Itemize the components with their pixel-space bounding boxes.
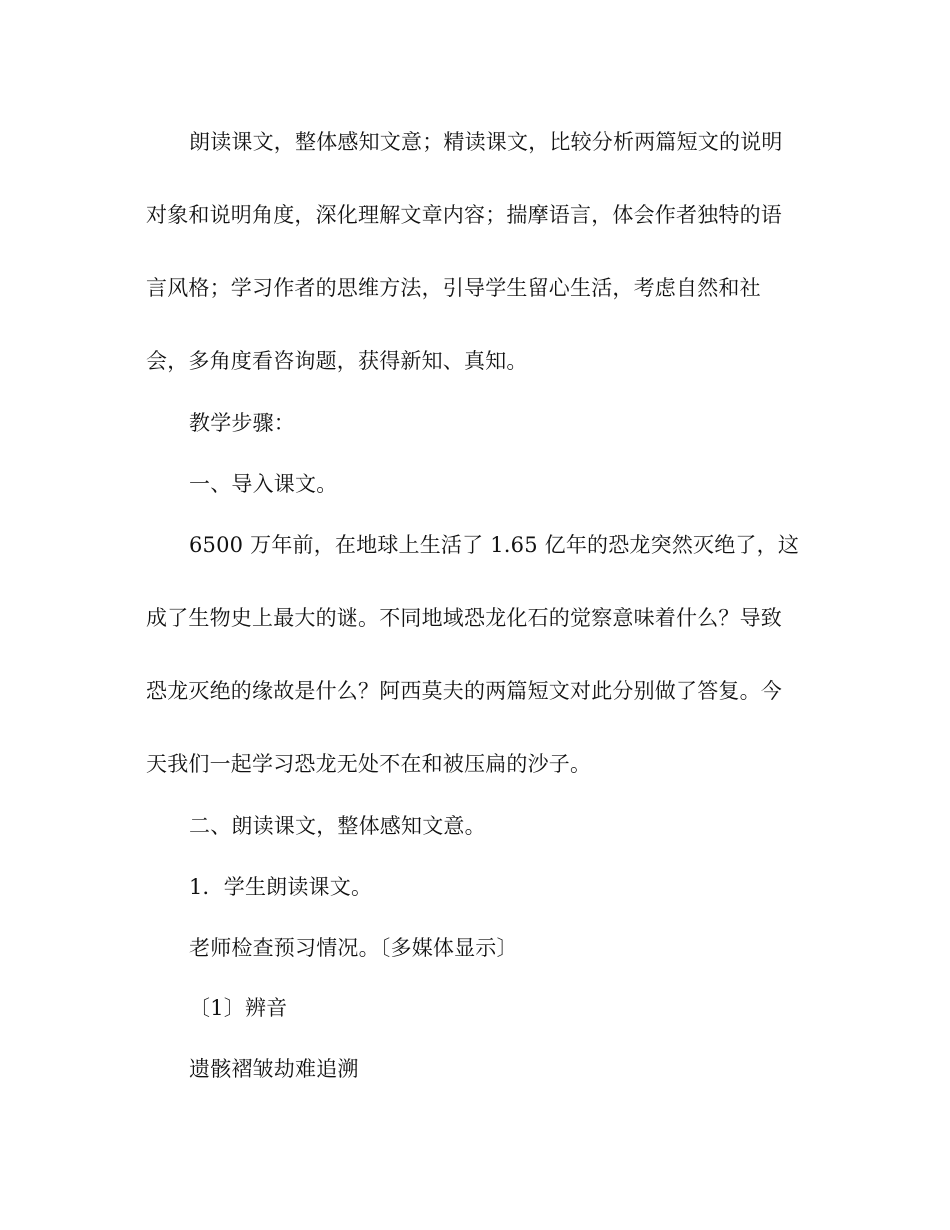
list-item: 〔1〕辨音 [189, 996, 288, 1020]
section-heading: 二、朗读课文，整体感知文意。 [189, 814, 486, 838]
paragraph-line: 成了生物史上最大的谜。不同地域恐龙化石的觉察意味着什么？导致 [146, 606, 782, 630]
paragraph-line: 朗读课文，整体感知文意；精读课文，比较分析两篇短文的说明 [189, 130, 783, 154]
list-item: 1．学生朗读课文。 [189, 875, 373, 899]
section-heading: 一、导入课文。 [189, 472, 338, 496]
paragraph-line: 言风格；学习作者的思维方法，引导学生留心生活，考虑自然和社 [146, 276, 761, 300]
paragraph-line: 6500 万年前，在地球上生活了 1.65 亿年的恐龙突然灭绝了，这 [189, 533, 800, 557]
paragraph-line: 遗骸褶皱劫难追溯 [189, 1057, 359, 1081]
paragraph-line: 恐龙灭绝的缘故是什么？阿西莫夫的两篇短文对此分别做了答复。今 [146, 679, 782, 703]
paragraph-line: 对象和说明角度，深化理解文章内容；揣摩语言，体会作者独特的语 [146, 203, 782, 227]
paragraph-line: 会，多角度看咨询题，获得新知、真知。 [146, 349, 528, 373]
paragraph-line: 天我们一起学习恐龙无处不在和被压扁的沙子。 [146, 752, 592, 776]
section-heading: 教学步骤： [189, 411, 295, 435]
paragraph-line: 老师检查预习情况。〔多媒体显示〕 [189, 936, 518, 960]
